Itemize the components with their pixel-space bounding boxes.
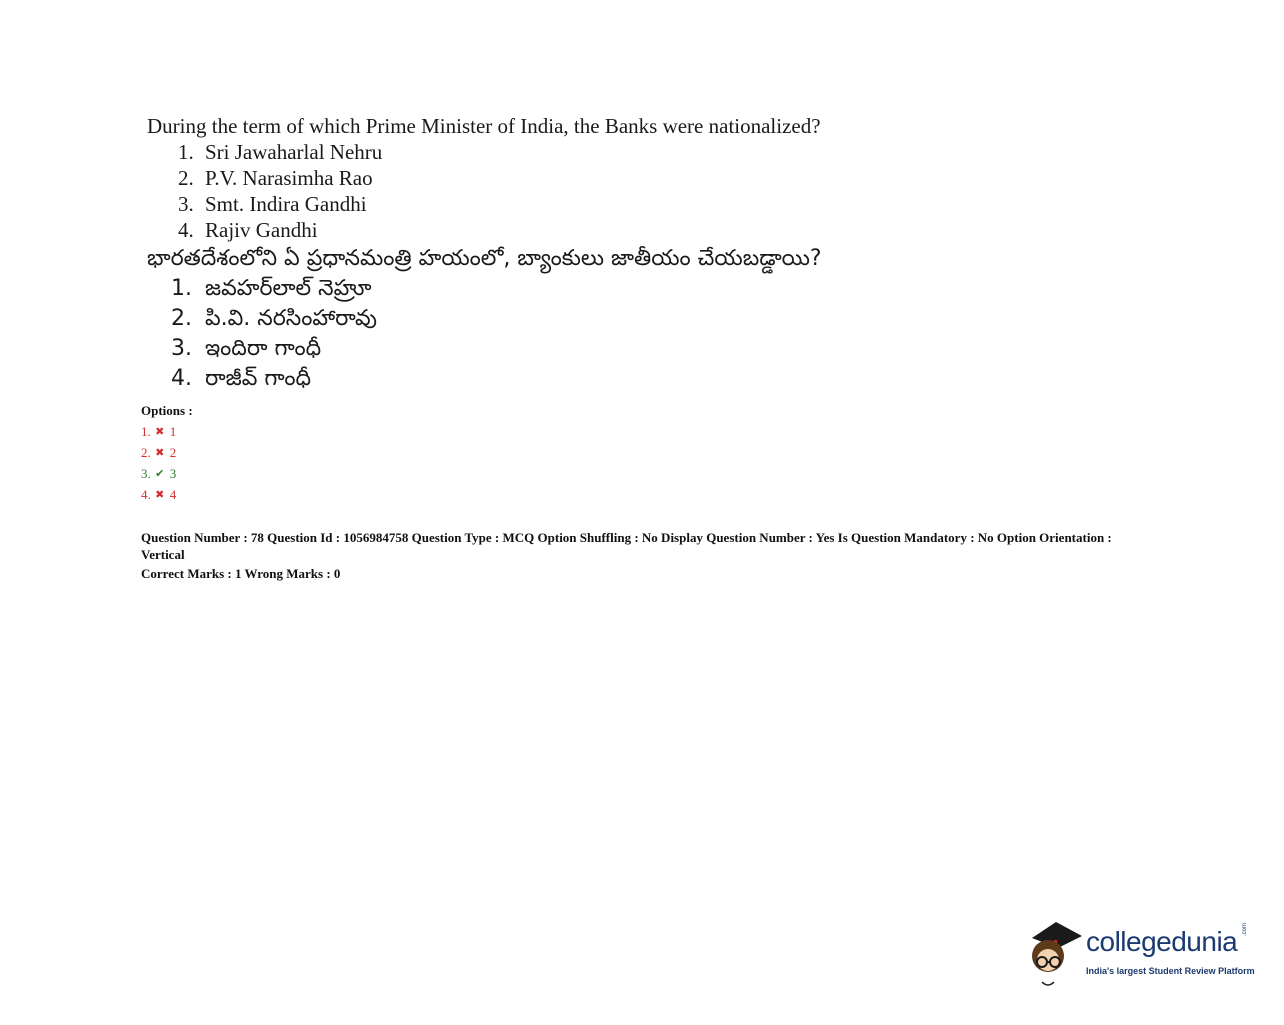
choice-item: 1. Sri Jawaharlal Nehru [199,139,821,165]
option-value: 4 [169,487,177,502]
choice-item: 1. జవహర్‌లాల్ నెహ్రూ [199,274,822,304]
cross-icon: ✖ [155,488,165,501]
question-telugu [147,244,822,394]
option-value: 1 [169,424,177,439]
option-value: 2 [169,445,177,460]
mascot-icon [1024,918,1084,988]
choice-list-english [147,139,821,243]
choice-item: 4. రాజీవ్ గాంధీ [199,364,822,394]
option-row-1 [141,421,193,442]
options-heading: Options : [141,403,193,418]
option-row-2 [141,442,193,463]
cross-icon: ✖ [155,446,165,459]
collegedunia-logo [1024,918,1264,988]
logo-suffix: .com [1242,922,1248,936]
choice-item: 2. P.V. Narasimha Rao [199,165,821,191]
logo-wordmark: collegedunia [1086,926,1238,957]
question-text-telugu: భారతదేశంలోని ఏ ప్రధానమంత్రి హయంలో, బ్యాంకులు జాతీయం చేయబడ్డాయి? [147,246,822,271]
choice-item: 3. ఇందిరా గాంధీ [199,334,822,364]
option-index: 2. [141,445,151,460]
option-row-4 [141,484,193,505]
option-value: 3 [169,466,177,481]
choice-item: 4. Rajiv Gandhi [199,217,821,243]
option-index: 4. [141,487,151,502]
choice-item: 2. పి.వి. నరసింహారావు [199,304,822,334]
question-english [147,113,821,243]
logo-tagline: India's largest Student Review Platform [1086,966,1255,976]
question-meta [141,529,1141,582]
choice-list-telugu [147,274,822,394]
question-text-english: During the term of which Prime Minister of India, the Banks were nationalized? [147,114,821,138]
meta-line-1: Question Number : 78 Question Id : 1056984758 Question Type : MCQ Option Shuffling : No Display Question Number : Yes Is Question Mandatory : No Option Orientation : Vertical [141,530,1112,562]
option-row-3 [141,463,193,484]
choice-item: 3. Smt. Indira Gandhi [199,191,821,217]
check-icon: ✔ [155,467,165,480]
option-index: 3. [141,466,151,481]
options-block [141,400,193,505]
option-index: 1. [141,424,151,439]
cross-icon: ✖ [155,425,165,438]
meta-line-2: Correct Marks : 1 Wrong Marks : 0 [141,566,341,581]
